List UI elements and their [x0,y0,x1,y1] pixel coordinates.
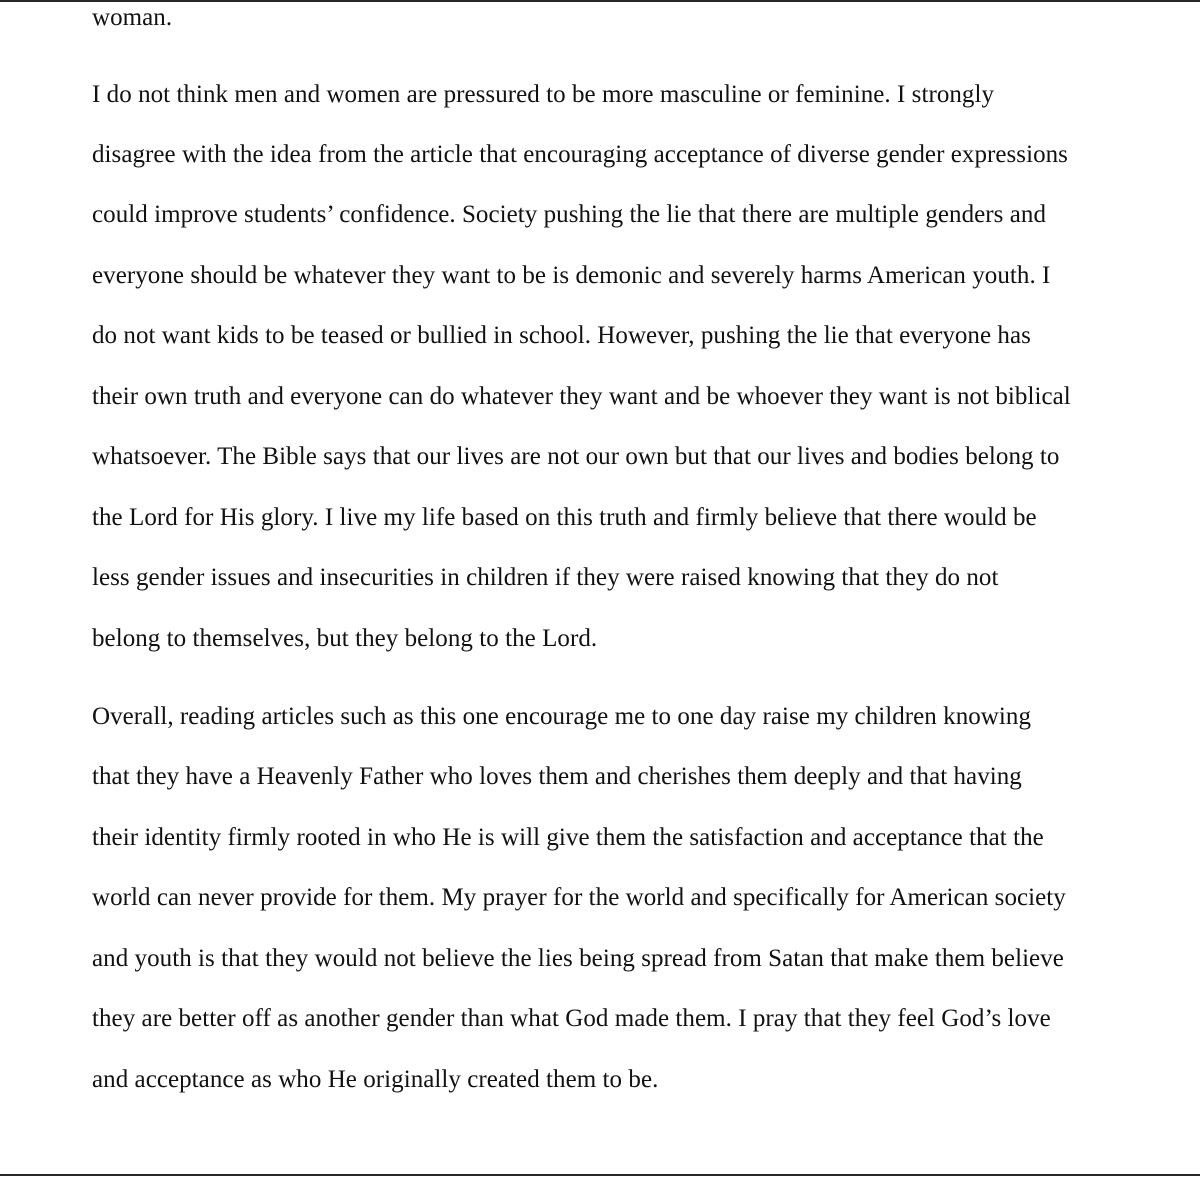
text-line: do not want kids to be teased or bullied in school. However, pushing the lie that everyone has [92,322,1031,349]
text-line: woman. [92,4,173,31]
page-top-border [0,0,1200,2]
text-line: I do not think men and women are pressured to be more masculine or feminine. I strongly [92,81,995,108]
text-line: disagree with the idea from the article that encouraging acceptance of diverse gender expressions [92,141,1068,168]
text-line: less gender issues and insecurities in children if they were raised knowing that they do not [92,564,999,591]
page-bottom-border [0,1174,1200,1176]
text-line: could improve students’ confidence. Society pushing the lie that there are multiple genders and [92,201,1047,228]
text-line: and acceptance as who He originally created them to be. [92,1066,659,1093]
text-line: their own truth and everyone can do whatever they want and be whoever they want is not biblical [92,383,1071,410]
text-line: their identity firmly rooted in who He is will give them the satisfaction and acceptance that the [92,824,1044,851]
text-line: belong to themselves, but they belong to the Lord. [92,625,598,652]
text-line: the Lord for His glory. I live my life based on this truth and firmly believe that there would be [92,504,1037,531]
text-line: Overall, reading articles such as this one encourage me to one day raise my children knowing [92,703,1032,730]
text-line: that they have a Heavenly Father who loves them and cherishes them deeply and that having [92,763,1022,790]
text-line: everyone should be whatever they want to be is demonic and severely harms American youth. I [92,262,1051,289]
text-line: world can never provide for them. My prayer for the world and specifically for American society [92,884,1066,911]
text-line: and youth is that they would not believe the lies being spread from Satan that make them believe [92,945,1064,972]
text-line: whatsoever. The Bible says that our lives are not our own but that our lives and bodies belong to [92,443,1060,470]
text-line: they are better off as another gender than what God made them. I pray that they feel God’s love [92,1005,1051,1032]
